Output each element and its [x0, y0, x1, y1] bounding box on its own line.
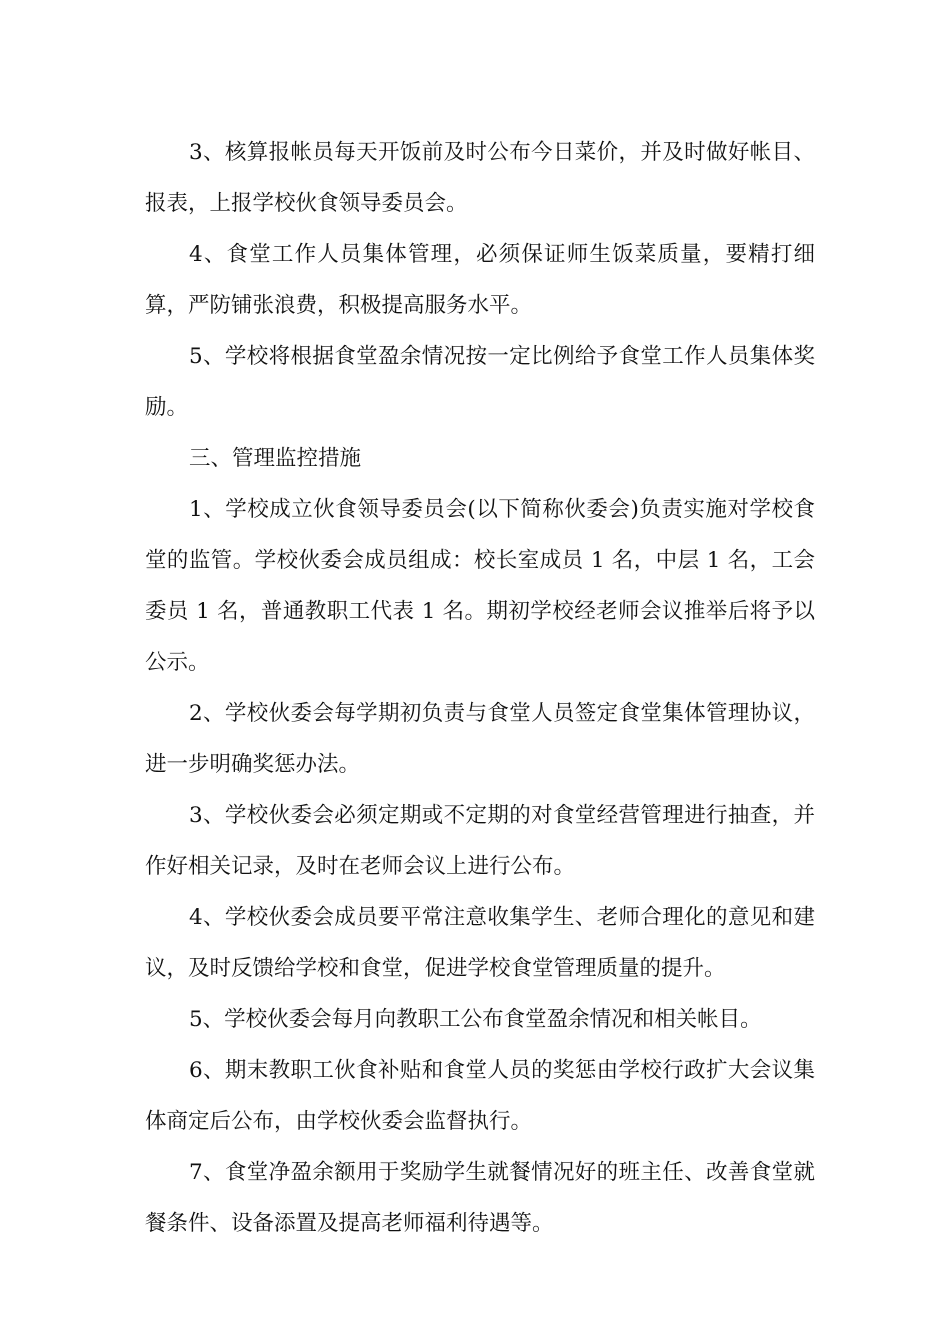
paragraph-canteen-staff: 4、食堂工作人员集体管理，必须保证师生饭菜质量，要精打细算，严防铺张浪费，积极提高服务水平。 — [145, 242, 815, 318]
paragraph-net-surplus-use: 7、食堂净盈余额用于奖励学生就餐情况好的班主任、改善食堂就餐条件、设备添置及提高老师福利待遇等。 — [145, 1160, 815, 1236]
paragraph-monthly-report: 5、学校伙委会每月向教职工公布食堂盈余情况和相关帐目。 — [189, 1007, 762, 1032]
paragraph-surplus-reward: 5、学校将根据食堂盈余情况按一定比例给予食堂工作人员集体奖励。 — [145, 344, 815, 420]
paragraph-committee-setup: 1、学校成立伙食领导委员会(以下简称伙委会)负责实施对学校食堂的监管。学校伙委会成员组成：校长室成员 1 名，中层 1 名，工会委员 1 名，普通教职工代表 1 名。期初学校经老师会议推举后将予以公示。 — [145, 497, 815, 675]
paragraph-term-end-subsidy: 6、期末教职工伙食补贴和食堂人员的奖惩由学校行政扩大会议集体商定后公布，由学校伙委会监督执行。 — [145, 1058, 815, 1134]
paragraph-spot-checks: 3、学校伙委会必须定期或不定期的对食堂经营管理进行抽查，并作好相关记录，及时在老师会议上进行公布。 — [145, 803, 815, 879]
paragraph-management-agreement: 2、学校伙委会每学期初负责与食堂人员签定食堂集体管理协议，进一步明确奖惩办法。 — [145, 701, 815, 777]
document-body — [145, 127, 815, 1249]
paragraph-accounting-clerk: 3、核算报帐员每天开饭前及时公布今日菜价，并及时做好帐目、报表，上报学校伙食领导委员会。 — [145, 140, 815, 216]
section-heading-monitoring: 三、管理监控措施 — [189, 446, 362, 471]
paragraph-feedback: 4、学校伙委会成员要平常注意收集学生、老师合理化的意见和建议，及时反馈给学校和食堂，促进学校食堂管理质量的提升。 — [145, 905, 815, 981]
